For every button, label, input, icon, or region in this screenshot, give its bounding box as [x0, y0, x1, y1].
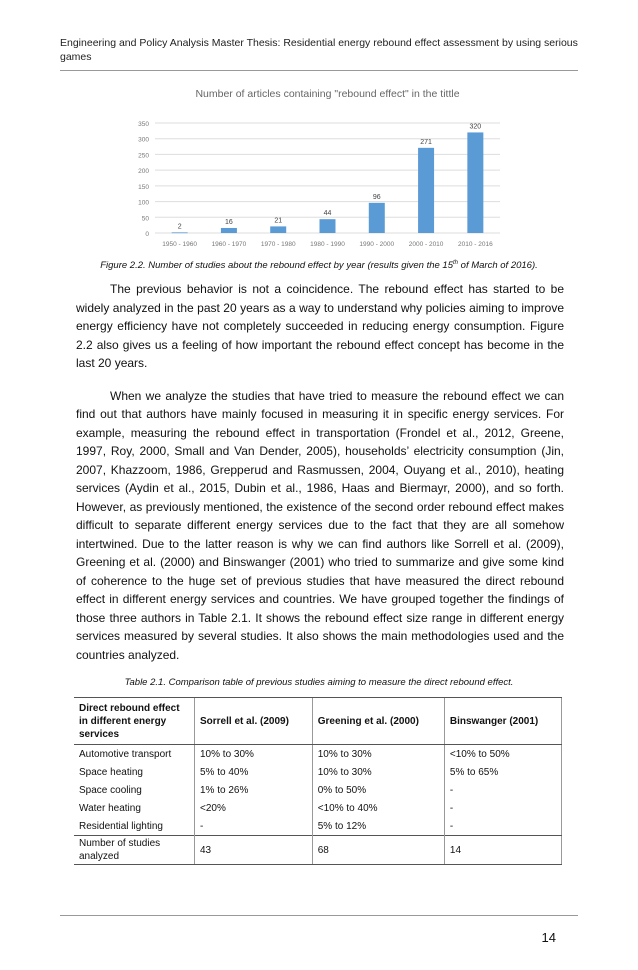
y-tick-label: 0 [145, 231, 149, 238]
table-cell: <10% to 40% [312, 799, 444, 817]
y-tick-label: 300 [138, 136, 149, 144]
bar [467, 132, 483, 233]
y-tick-label: 150 [138, 183, 149, 191]
table-cell: <10% to 50% [444, 745, 561, 764]
table-cell: 10% to 30% [312, 763, 444, 781]
table-footer-row [74, 836, 562, 865]
x-tick-label: 1990 - 2000 [359, 241, 395, 248]
y-tick-label: 350 [138, 121, 149, 128]
data-label: 320 [469, 123, 482, 131]
x-tick-label: 1970 - 1980 [260, 241, 296, 248]
y-tick-label: 250 [138, 152, 149, 160]
footer-cell: 68 [312, 836, 444, 865]
caption-sup: th [453, 259, 459, 266]
table-cell: 5% to 12% [312, 817, 444, 836]
data-label: 16 [225, 218, 233, 226]
x-tick-label: 2000 - 2010 [408, 241, 444, 248]
table-row [74, 763, 562, 781]
table-row [74, 799, 562, 817]
footer-cell: Number of studies analyzed [74, 836, 195, 865]
comparison-table [74, 697, 562, 865]
paragraph-2 [76, 387, 564, 665]
table-cell: - [444, 781, 561, 799]
data-label: 21 [274, 217, 283, 225]
table-cell: Water heating [79, 802, 141, 814]
header-cell: Greening et al. (2000) [312, 698, 444, 745]
running-header: Engineering and Policy Analysis Master Thesis: Residential energy rebound effect assessment by using serious games [60, 37, 578, 63]
data-label: 2 [177, 223, 182, 231]
bar [418, 148, 434, 233]
bar [221, 228, 237, 233]
header-cell: Direct rebound effect in different energy services [74, 698, 195, 745]
bar [369, 203, 385, 233]
x-tick-label: 1980 - 1990 [310, 241, 345, 248]
bar [270, 226, 286, 233]
table-header-row [74, 698, 562, 745]
table-cell: - [195, 817, 313, 836]
table-cell: - [444, 817, 561, 836]
x-tick-label: 2010 - 2016 [458, 241, 493, 248]
footer-cell: 14 [444, 836, 561, 865]
y-tick-label: 200 [138, 168, 149, 176]
header-rule [60, 70, 578, 71]
data-label: 271 [420, 138, 432, 146]
x-tick-label: 1960 - 1970 [211, 241, 247, 248]
table-caption: Table 2.1. Comparison table of previous studies aiming to measure the direct rebound effect. [124, 677, 514, 688]
data-label: 96 [372, 193, 381, 201]
table-cell: Space heating [79, 766, 143, 778]
table-cell: <20% [195, 799, 313, 817]
y-tick-label: 100 [138, 199, 149, 207]
chart-title: Number of articles containing "rebound effect" in the tittle [195, 88, 460, 100]
caption-tail: of March of 2016). [458, 260, 538, 271]
data-label: 44 [323, 210, 332, 218]
footer-cell: 43 [195, 836, 313, 865]
table-row [74, 745, 562, 764]
table-cell: 5% to 40% [195, 763, 313, 781]
table-cell: Automotive transport [79, 748, 172, 760]
bar-chart [120, 83, 520, 255]
table-cell: 5% to 65% [444, 763, 561, 781]
paragraph-text: The previous behavior is not a coincidence. The rebound effect has started to be widely analyzed in the past 20 years as a way to understand why policies aiming to improve energy efficiency have not completely succeeded in reducing energy consumption. Figure 2.2 also gives us a feeling of how important the rebound effect concept has become in the last 20 years. [76, 282, 564, 370]
x-tick-label: 1950 - 1960 [162, 241, 197, 248]
table-cell: 0% to 50% [312, 781, 444, 799]
page-number: 14 [541, 930, 556, 945]
table-row [74, 817, 562, 836]
y-tick-label: 50 [141, 215, 149, 223]
table-row [74, 781, 562, 799]
figure-caption [0, 259, 638, 272]
caption-text: Figure 2.2. Number of studies about the rebound effect by year (results given the 15 [100, 260, 453, 271]
paragraph-1 [76, 280, 564, 373]
bar [320, 219, 336, 233]
table-cell: Space cooling [79, 784, 142, 796]
table-cell: 10% to 30% [312, 745, 444, 764]
header-cell: Sorrell et al. (2009) [195, 698, 313, 745]
bar [172, 232, 188, 233]
table-cell: - [444, 799, 561, 817]
header-cell: Binswanger (2001) [444, 698, 561, 745]
table-cell: Residential lighting [79, 820, 163, 832]
table-cell: 10% to 30% [195, 745, 313, 764]
table-cell: 1% to 26% [195, 781, 313, 799]
paragraph-text: When we analyze the studies that have tried to measure the rebound effect we can find out that authors have mainly focused in measuring it in specific energy services. For example, measuring the rebound effect in transportation (Frondel et al., 2012, Greene, 1997, Roy, 2000, Small and Van Dender, 2005), households’ electricity consumption (Jin, 2007, Khazzoom, 1986, Grepperud and Rasmussen, 2004, Ouyang et al., 2010), heating services (Aydin et al., 2015, Dubin et al., 1986, Haas and Biermayr, 2000), and so forth. However, as previously mentioned, the existence of the second order rebound effect makes difficult to separate different energy services due to the fact that they are all somehow intertwined. Due to the latter reason is why we can find authors like Sorrell et al. (2009), Greening et al. (2000) and Binswanger (2001) who tried to summarize and give some kind of coherence to the huge set of previous studies that have measured the direct rebound effect in different energy services and countries. We have grouped together the findings of those three authors in Table 2.1. It shows the rebound effect size range in different energy services measured by several studies. It also shows the main methodologies used and the countries analyzed. [76, 388, 564, 662]
footer-rule [60, 915, 578, 916]
